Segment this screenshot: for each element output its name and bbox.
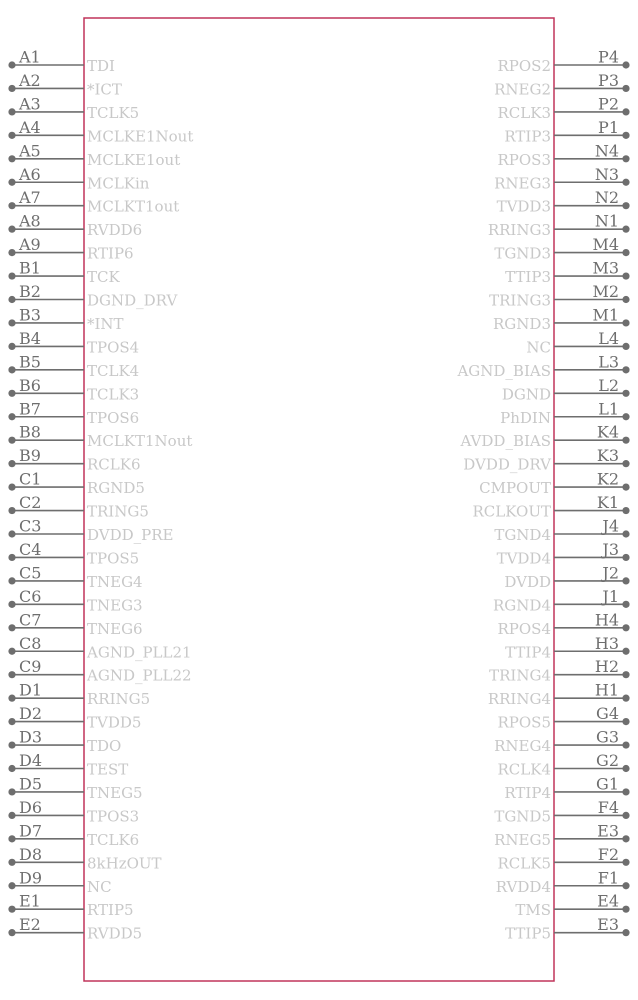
pin-name: TCLK5	[87, 103, 140, 122]
pin-dot	[8, 390, 15, 397]
pin-name: RNEG2	[494, 80, 551, 99]
pin-number: G2	[596, 751, 619, 770]
pin-dot	[8, 812, 15, 819]
pin-name: AVDD_BIAS	[460, 432, 551, 451]
right-pin-column	[456, 48, 629, 943]
pin-dot	[622, 648, 629, 655]
pin-dot	[622, 179, 629, 186]
pin-dot	[8, 906, 15, 913]
pin-dot	[8, 61, 15, 68]
pin-number: B4	[19, 328, 41, 348]
pin-number: N1	[594, 211, 619, 231]
pin-dot	[8, 671, 15, 678]
pin-dot	[622, 108, 629, 115]
pin-name: TNEG5	[87, 783, 143, 802]
pin-name: RNEG5	[494, 830, 551, 849]
pin-name: CMPOUT	[479, 479, 551, 498]
pin-name: RNEG3	[494, 174, 551, 193]
pin-dot	[622, 906, 629, 913]
pin-dot	[8, 530, 15, 537]
pin-dot	[622, 437, 629, 444]
pin-number: B6	[19, 375, 41, 395]
pin-dot	[622, 155, 629, 162]
pin-dot	[622, 671, 629, 678]
pin	[505, 915, 629, 943]
pin-number: K4	[596, 422, 619, 442]
pin-dot	[622, 272, 629, 279]
pin-number: D6	[19, 797, 43, 817]
pin-number: H2	[594, 657, 619, 677]
pin-name: TRING3	[489, 291, 551, 310]
pin-dot	[622, 718, 629, 725]
pin-dot	[8, 226, 15, 233]
pin-name: PhDIN	[500, 408, 551, 427]
pin-name: TTIP4	[505, 643, 551, 662]
pin-dot	[622, 249, 629, 256]
pin-dot	[622, 202, 629, 209]
pin-dot	[622, 835, 629, 842]
pin	[8, 915, 142, 943]
pin-number: H1	[594, 680, 619, 700]
pin-dot	[8, 155, 15, 162]
pin-dot	[8, 202, 15, 209]
pin-dot	[8, 859, 15, 866]
pin-name: DGND	[501, 385, 551, 404]
pin-name: TCLK3	[87, 385, 140, 404]
pin-dot	[8, 718, 15, 725]
pin-number: A5	[19, 141, 41, 161]
pin-number: A3	[19, 94, 41, 114]
pin-dot	[8, 249, 15, 256]
pin-name: TNEG6	[87, 619, 143, 638]
pin-dot	[8, 132, 15, 139]
pin-dot	[622, 343, 629, 350]
pin-number: A9	[19, 235, 41, 255]
pin-number: B5	[19, 352, 41, 372]
pin-name: RVDD5	[87, 924, 143, 943]
pin-number: L3	[598, 352, 619, 372]
pin-number: M4	[592, 235, 619, 255]
pin-number: B7	[19, 399, 41, 419]
pin-number: F1	[597, 868, 619, 888]
pin-name: TCLK6	[87, 830, 140, 849]
pin-name: RCLK5	[497, 854, 551, 873]
pin-number: C4	[19, 539, 42, 559]
pin-name: TPOS5	[87, 549, 140, 568]
pin-name: DVDD_PRE	[87, 526, 174, 544]
pin-name: *INT	[87, 314, 124, 333]
pin-number: E1	[19, 891, 41, 911]
pin-name: RCLK3	[497, 103, 551, 122]
pin-dot	[8, 601, 15, 608]
pin-dot	[8, 460, 15, 467]
pin-number: A6	[19, 164, 41, 184]
pin-dot	[8, 319, 15, 326]
pin-name: TPOS4	[87, 338, 140, 357]
pin-dot	[622, 530, 629, 537]
pin-number: B3	[19, 305, 41, 325]
pin-dot	[622, 882, 629, 889]
pin-name: RRING5	[87, 690, 151, 709]
pin-dot	[622, 741, 629, 748]
pin-name: TRING4	[489, 666, 551, 685]
pin-name: RVDD4	[495, 877, 551, 896]
pin-dot	[8, 108, 15, 115]
pin-dot	[8, 788, 15, 795]
pin-name: RRING4	[487, 690, 551, 709]
pin-number: P1	[598, 117, 619, 137]
pin-dot	[8, 835, 15, 842]
pin-dot	[8, 624, 15, 631]
pin-number: M3	[592, 258, 619, 278]
pin-dot	[622, 812, 629, 819]
pin-name: RTIP5	[87, 901, 134, 920]
pin-number: C9	[19, 657, 42, 677]
pin-name: TVDD5	[87, 713, 142, 732]
pin-dot	[622, 319, 629, 326]
pin-dot	[622, 390, 629, 397]
pin-name: RTIP6	[87, 244, 134, 263]
pin-number: D3	[19, 727, 43, 747]
pin-name: MCLKT1Nout	[87, 432, 193, 451]
pin-dot	[622, 788, 629, 795]
pin-dot	[8, 179, 15, 186]
pin-dot	[8, 272, 15, 279]
pin-dot	[8, 413, 15, 420]
pin-name: RGND4	[493, 596, 551, 615]
pin-number: N3	[594, 164, 619, 184]
pin-number: A1	[19, 47, 41, 67]
pin-number: H4	[594, 610, 619, 630]
pin-number: C1	[19, 469, 42, 489]
pin-name: MCLKE1out	[87, 150, 181, 169]
pin-dot	[8, 343, 15, 350]
pin-name: TRING5	[87, 502, 149, 521]
pin-dot	[8, 437, 15, 444]
pin-name: TVDD3	[496, 197, 551, 216]
pin-number: E3	[597, 915, 619, 935]
pin-number: J4	[602, 516, 619, 536]
pin-number: J1	[602, 586, 619, 606]
pin-dot	[622, 296, 629, 303]
pin-number: H3	[594, 633, 619, 653]
pin-name: TCK	[87, 268, 120, 287]
pin-name: MCLKE1Nout	[87, 127, 194, 146]
pin-dot	[8, 366, 15, 373]
pin-name: RPOS3	[497, 150, 551, 169]
pin-name: RGND5	[87, 479, 145, 498]
pin-dot	[622, 132, 629, 139]
pin-dot	[622, 85, 629, 92]
pin-number: C5	[19, 563, 42, 583]
pin-number: P2	[598, 94, 619, 114]
pin-number: D2	[19, 704, 43, 724]
pin-name: TDO	[87, 737, 122, 756]
pin-number: N2	[594, 188, 619, 208]
pin-name: DVDD_DRV	[463, 455, 551, 474]
pin-number: L1	[598, 399, 619, 419]
pin-number: C8	[19, 633, 42, 653]
pin-dot	[8, 507, 15, 514]
pin-name: 8kHzOUT	[87, 854, 162, 873]
pin-number: L2	[598, 375, 619, 395]
pin-name: TPOS3	[87, 807, 140, 826]
pin-name: TDI	[87, 57, 115, 75]
pin-number: J3	[602, 539, 619, 559]
pin-dot	[8, 695, 15, 702]
pin-number: C2	[19, 493, 42, 513]
pin-number: C3	[19, 516, 42, 536]
pin-name: RPOS5	[497, 713, 551, 732]
pin-number: A4	[19, 117, 41, 137]
pin-name: TTIP3	[505, 268, 551, 287]
pin-number: M1	[592, 305, 619, 325]
pin-dot	[622, 413, 629, 420]
pin-number: D5	[19, 774, 43, 794]
pin-name: RVDD6	[87, 221, 143, 240]
pin-dot	[622, 624, 629, 631]
pin-number: D7	[19, 821, 43, 841]
pin-number: G3	[596, 727, 619, 747]
pin-dot	[622, 61, 629, 68]
pin-dot	[622, 484, 629, 491]
pin-name: NC	[526, 338, 551, 357]
pin-number: F4	[597, 797, 619, 817]
pin-number: C6	[19, 586, 42, 606]
pin-name: DGND_DRV	[87, 291, 178, 310]
pin-name: TVDD4	[496, 549, 551, 568]
pin-number: D9	[19, 868, 43, 888]
pin-number: D4	[19, 751, 43, 770]
pin-name: NC	[87, 877, 112, 896]
pin-name: RCLKOUT	[472, 502, 551, 521]
pin-dot	[8, 554, 15, 561]
pin-number: E4	[597, 891, 619, 911]
pin-name: TNEG3	[87, 596, 143, 615]
pin-number: C7	[19, 610, 42, 630]
pin-name: RTIP4	[504, 783, 551, 802]
pin-dot	[622, 695, 629, 702]
pin-name: MCLKin	[87, 174, 150, 193]
pin-name: TGND5	[494, 807, 551, 826]
pin-name: TPOS6	[87, 408, 140, 427]
pin-number: J2	[602, 563, 619, 583]
pin-number: K1	[596, 493, 619, 513]
pin-number: B2	[19, 282, 41, 301]
pin-number: A8	[19, 211, 41, 231]
pin-number: P4	[598, 47, 619, 67]
pin-dot	[622, 460, 629, 467]
pin-number: K3	[596, 446, 619, 466]
pin-dot	[8, 484, 15, 491]
pin-name: TTIP5	[505, 924, 551, 943]
pin-number: E3	[597, 821, 619, 841]
pin-dot	[8, 577, 15, 584]
pin-number: D8	[19, 844, 43, 864]
pin-name: DVDD	[504, 572, 551, 591]
pin-dot	[8, 85, 15, 92]
pin-number: M2	[592, 282, 619, 301]
pin-number: N4	[594, 141, 619, 161]
pin-name: TMS	[515, 901, 551, 920]
pin-dot	[622, 859, 629, 866]
pin-dot	[622, 577, 629, 584]
pin-name: RCLK4	[497, 760, 551, 779]
pin-dot	[8, 882, 15, 889]
pin-name: RNEG4	[494, 737, 551, 756]
pin-number: B1	[19, 258, 41, 278]
pin-dot	[8, 296, 15, 303]
pin-name: TGND3	[494, 244, 551, 263]
pin-dot	[622, 366, 629, 373]
pin-number: G1	[596, 774, 619, 794]
pin-name: MCLKT1out	[87, 197, 180, 216]
pin-dot	[622, 507, 629, 514]
pin-name: RPOS2	[497, 57, 551, 75]
pin-dot	[8, 765, 15, 772]
pin-name: RGND3	[493, 314, 551, 333]
pin-number: E2	[19, 915, 41, 935]
pin-dot	[622, 226, 629, 233]
pin-name: *ICT	[87, 80, 122, 99]
pin-name: TEST	[87, 760, 129, 779]
pin-dot	[8, 648, 15, 655]
pin-dot	[622, 601, 629, 608]
pin-number: A2	[19, 70, 41, 90]
pin-name: TCLK4	[87, 361, 140, 380]
pin-number: P3	[598, 70, 619, 90]
pin-name: AGND_PLL21	[87, 643, 192, 662]
pin-name: AGND_PLL22	[87, 666, 192, 685]
left-pin-column	[8, 48, 193, 943]
pin-dot	[622, 765, 629, 772]
pin-number: B8	[19, 422, 41, 442]
pin-name: TGND4	[494, 526, 551, 544]
pin-name: RCLK6	[87, 455, 141, 474]
pin-name: RPOS4	[497, 619, 551, 638]
pin-name: AGND_BIAS	[457, 361, 551, 380]
pin-number: L4	[598, 328, 619, 348]
pin-dot	[622, 554, 629, 561]
pin-dot	[8, 741, 15, 748]
pin-dot	[8, 929, 15, 936]
pin-number: G4	[596, 704, 619, 724]
pin-name: TNEG4	[87, 572, 143, 591]
pin-number: B9	[19, 446, 41, 466]
pin-number: D1	[19, 680, 43, 700]
pin-dot	[622, 929, 629, 936]
pin-number: F2	[597, 844, 619, 864]
pin-name: RRING3	[487, 221, 551, 240]
pin-number: A7	[19, 188, 41, 208]
pin-name: RTIP3	[504, 127, 551, 146]
pin-number: K2	[596, 469, 619, 489]
